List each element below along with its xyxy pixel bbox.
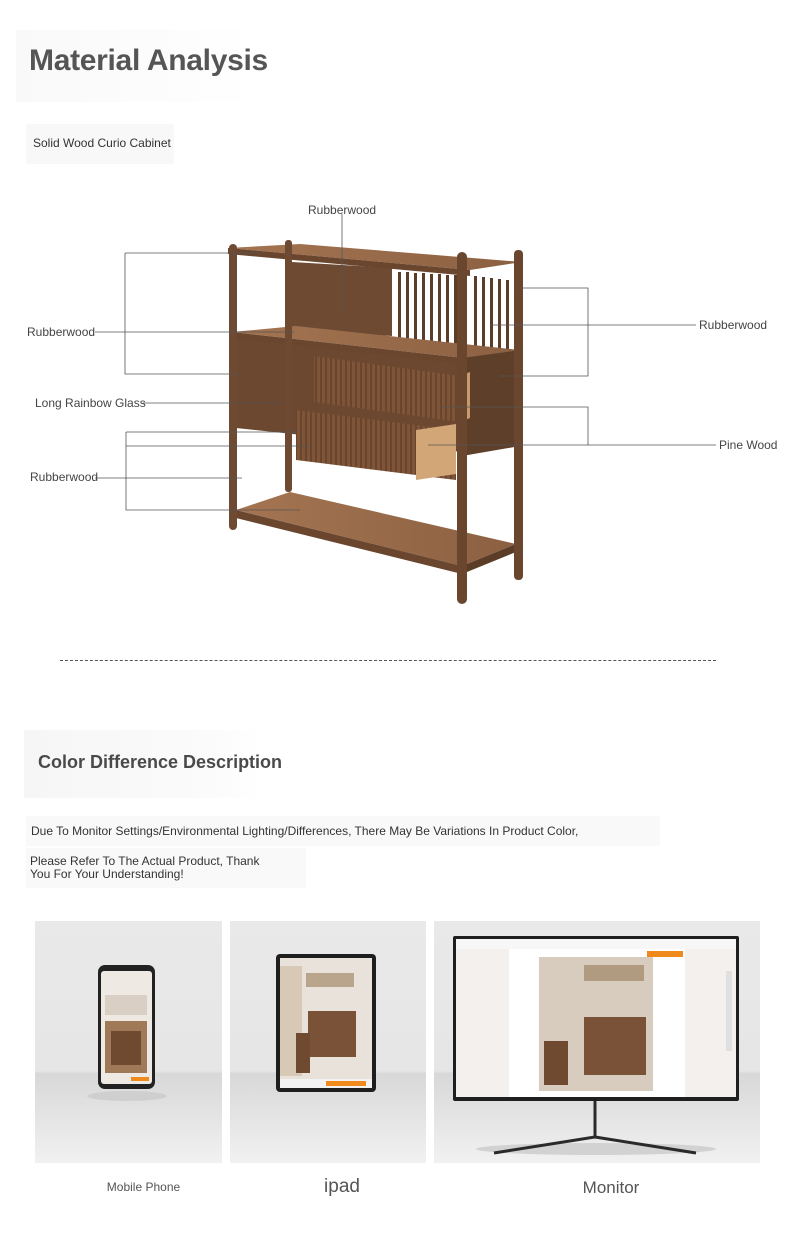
device-label-ipad: ipad <box>324 1176 360 1197</box>
color-difference-title: Color Difference Description <box>38 752 283 772</box>
label-drawers: Pine Wood <box>719 438 778 452</box>
label-top-shelf: Rubberwood <box>308 203 377 217</box>
phone-icon <box>35 921 222 1163</box>
cabinet-slats <box>398 272 509 350</box>
color-difference-note-line1: Due To Monitor Settings/Environmental Lighting/Differences, There May Be Variations In Product Color, <box>31 824 579 838</box>
cabinet-right-side <box>462 350 520 456</box>
label-glass: Long Rainbow Glass <box>35 396 146 410</box>
monitor-icon <box>434 921 760 1163</box>
label-left-legs: Rubberwood <box>30 470 99 484</box>
label-left-shelf: Rubberwood <box>27 325 96 339</box>
device-label-phone: Mobile Phone <box>106 1180 181 1194</box>
device-panel-ipad <box>230 921 426 1163</box>
color-difference-note-line2: Please Refer To The Actual Product, Thank You For Your Understanding! <box>30 854 260 881</box>
device-panel-monitor <box>434 921 760 1163</box>
device-panel-phone <box>35 921 222 1163</box>
product-subtitle: Solid Wood Curio Cabinet <box>33 136 171 150</box>
label-right-slats: Rubberwood <box>699 318 768 332</box>
cabinet-bottom-shelf <box>236 492 516 574</box>
tablet-icon <box>230 921 426 1163</box>
section-divider <box>60 660 716 661</box>
device-label-monitor: Monitor <box>582 1178 640 1197</box>
page-title: Material Analysis <box>29 44 268 77</box>
